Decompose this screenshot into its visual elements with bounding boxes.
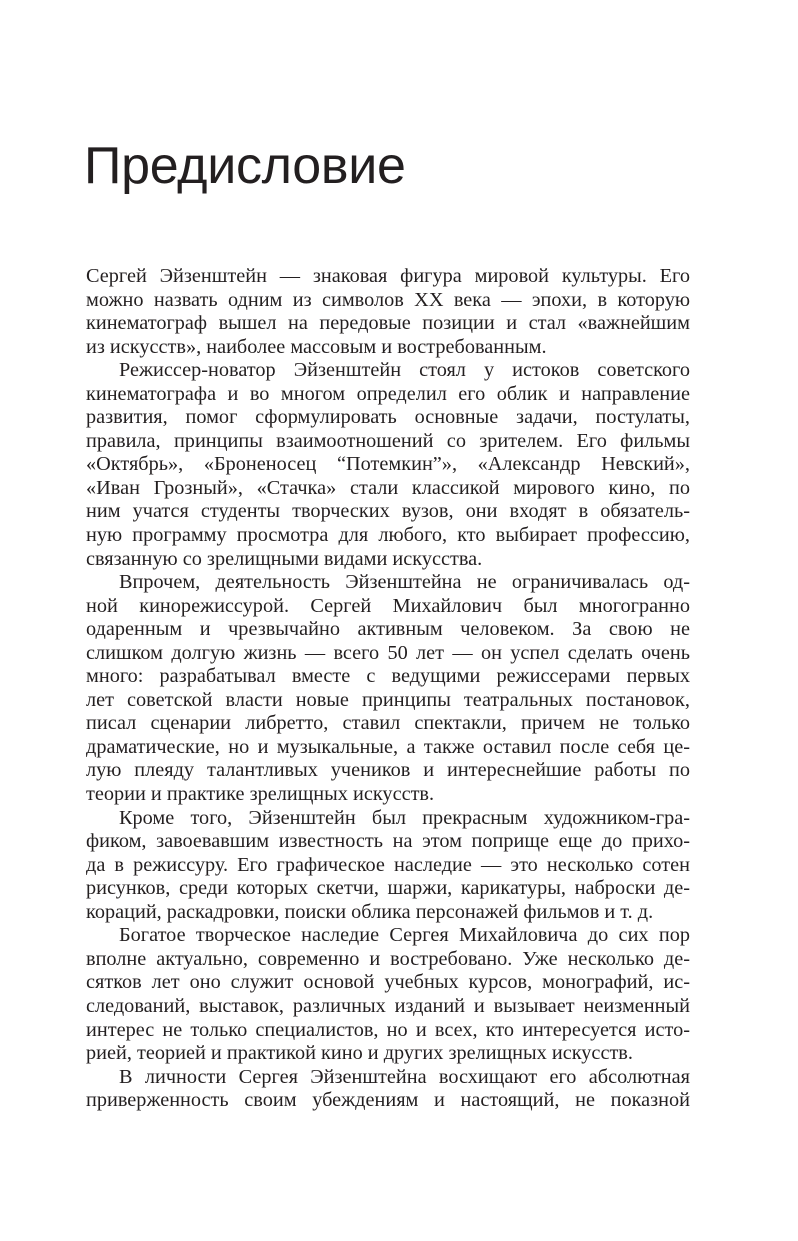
text-line: Сергей Эйзенштейн — знаковая фигура мировой культуры. Его bbox=[86, 265, 690, 287]
chapter-heading: Предисловие bbox=[84, 137, 406, 195]
text-line: да в режиссуру. Его графическое наследие — это несколько сотен bbox=[86, 853, 690, 876]
text-line: ной кинорежиссурой. Сергей Михайлович был многогранно bbox=[86, 594, 690, 617]
text-line: ним учатся студенты творческих вузов, они входят в обязатель- bbox=[86, 500, 690, 523]
text-line: лую плеяду талантливых учеников и интереснейшие работы по bbox=[86, 759, 690, 782]
text-line: лет советской власти новые принципы театральных постановок, bbox=[86, 688, 690, 711]
text-line: сятков лет оно служит основой учебных курсов, монографий, ис- bbox=[86, 971, 690, 994]
text-line: теории и практике зрелищных искусств. bbox=[86, 783, 435, 806]
text-line: драматические, но и музыкальные, а также оставил после себя це- bbox=[86, 735, 690, 758]
text-line: ную программу просмотра для любого, кто выбирает профессию, bbox=[86, 524, 690, 547]
text-line: вполне актуально, современно и востребовано. Уже несколько де- bbox=[86, 947, 690, 970]
body-text bbox=[86, 265, 690, 1113]
text-line: Впрочем, деятельность Эйзенштейна не ограничивалась од- bbox=[119, 571, 690, 594]
text-line: слишком долгую жизнь — всего 50 лет — он успел сделать очень bbox=[86, 641, 690, 664]
text-line: много: разрабатывал вместе с ведущими режиссерами первых bbox=[86, 665, 690, 688]
text-line: кораций, раскадровки, поиски облика персонажей фильмов и т. д. bbox=[86, 900, 654, 923]
text-line: кинематограф вышел на передовые позиции и стал «важнейшим bbox=[86, 312, 690, 335]
paragraph-6 bbox=[86, 1066, 690, 1113]
paragraph-5 bbox=[86, 924, 690, 1065]
text-line: Богатое творческое наследие Сергея Михайловича до сих пор bbox=[119, 924, 690, 947]
paragraph-1 bbox=[86, 265, 690, 359]
text-line: развития, помог сформулировать основные задачи, постулаты, bbox=[86, 406, 690, 429]
text-line: рией, теорией и практикой кино и других зрелищных искусств. bbox=[86, 1042, 633, 1065]
text-line: правила, принципы взаимоотношений со зрителем. Его фильмы bbox=[86, 429, 690, 452]
text-line: приверженность своим убеждениям и настоящий, не показной bbox=[86, 1089, 690, 1112]
paragraph-4 bbox=[86, 807, 690, 925]
text-line: В личности Сергея Эйзенштейна восхищают его абсолютная bbox=[119, 1065, 690, 1088]
text-line: «Иван Грозный», «Стачка» стали классикой мирового кино, по bbox=[86, 476, 690, 499]
text-line: «Октябрь», «Броненосец “Потемкин”», «Александр Невский», bbox=[86, 453, 690, 476]
text-line: Кроме того, Эйзенштейн был прекрасным художником-гра- bbox=[119, 806, 690, 829]
text-line: можно назвать одним из символов XX века — эпохи, в которую bbox=[86, 288, 690, 311]
text-line: следований, выставок, различных изданий и вызывает неизменный bbox=[86, 994, 690, 1017]
text-line: интерес не только специалистов, но и всех, кто интересуется исто- bbox=[86, 1018, 690, 1041]
text-line: из искусств», наиболее массовым и востребованным. bbox=[86, 335, 547, 358]
paragraph-2 bbox=[86, 359, 690, 571]
text-line: связанную со зрелищными видами искусства. bbox=[86, 547, 483, 570]
text-line: писал сценарии либретто, ставил спектакли, причем не только bbox=[86, 712, 690, 735]
text-line: одаренным и чрезвычайно активным человеком. За свою не bbox=[86, 618, 690, 641]
text-line: фиком, завоевавшим известность на этом поприще еще до прихо- bbox=[86, 830, 690, 853]
text-line: рисунков, среди которых скетчи, шаржи, карикатуры, наброски де- bbox=[86, 877, 690, 900]
text-line: Режиссер-новатор Эйзенштейн стоял у истоков советского bbox=[119, 359, 690, 382]
text-line: кинематографа и во многом определил его облик и направление bbox=[86, 382, 690, 405]
paragraph-3 bbox=[86, 571, 690, 806]
